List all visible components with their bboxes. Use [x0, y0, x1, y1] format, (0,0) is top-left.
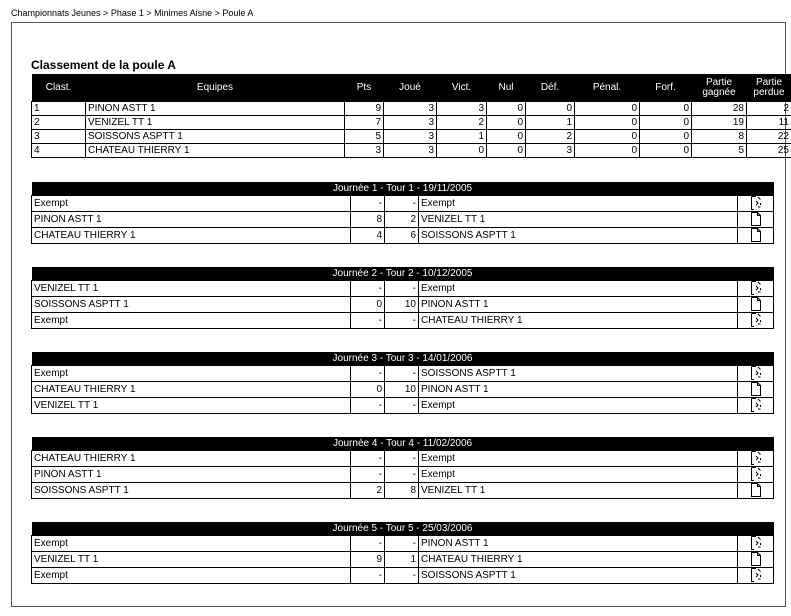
match-home-score: -	[351, 366, 385, 382]
ranking-row	[32, 144, 791, 158]
match-row	[32, 228, 774, 244]
ranking-cell-lost: 2	[747, 102, 791, 116]
ranking-cell-lost: 11	[747, 116, 791, 130]
ranking-cell-forfeits: 0	[640, 130, 692, 144]
match-home-score: 2	[351, 483, 385, 499]
ranking-row	[32, 102, 791, 116]
match-sheet-link[interactable]	[738, 536, 774, 552]
journee-table	[31, 352, 774, 414]
ranking-cell-pts: 3	[345, 144, 384, 158]
match-away-team: PINON ASTT 1	[419, 382, 738, 398]
doc-icon	[750, 299, 762, 310]
ranking-cell-rank: 4	[32, 144, 86, 158]
match-home-team: VENIZEL TT 1	[32, 398, 351, 414]
ranking-cell-forfeits: 0	[640, 144, 692, 158]
ranking-cell-forfeits: 0	[640, 116, 692, 130]
match-row	[32, 483, 774, 499]
header-games-won: Partie gagnée	[692, 74, 747, 102]
match-home-team: Exempt	[32, 536, 351, 552]
ranking-cell-pts: 5	[345, 130, 384, 144]
ranking-cell-won: 8	[692, 130, 747, 144]
ranking-cell-played: 3	[384, 116, 437, 130]
match-home-team: Exempt	[32, 313, 351, 329]
header-wins: Vict.	[437, 74, 487, 102]
match-away-score: 10	[385, 382, 419, 398]
match-away-score: -	[385, 536, 419, 552]
match-sheet-link[interactable]	[738, 568, 774, 584]
broken-doc-icon	[750, 400, 762, 411]
match-row	[32, 297, 774, 313]
ranking-cell-lost: 25	[747, 144, 791, 158]
match-sheet-link[interactable]	[738, 281, 774, 297]
match-away-team: PINON ASTT 1	[419, 536, 738, 552]
ranking-cell-pts: 9	[345, 102, 384, 116]
match-row	[32, 467, 774, 483]
ranking-cell-team: VENIZEL TT 1	[86, 116, 345, 130]
header-draws: Nul	[487, 74, 526, 102]
ranking-cell-draws: 0	[487, 102, 526, 116]
match-home-score: -	[351, 281, 385, 297]
header-pts: Pts	[345, 74, 384, 102]
match-home-team: SOISSONS ASPTT 1	[32, 483, 351, 499]
match-home-team: Exempt	[32, 366, 351, 382]
match-home-score: -	[351, 536, 385, 552]
ranking-cell-penalties: 0	[575, 130, 640, 144]
ranking-row	[32, 130, 791, 144]
match-home-team: VENIZEL TT 1	[32, 281, 351, 297]
match-home-score: -	[351, 467, 385, 483]
journee-title: Journée 5 - Tour 5 - 25/03/2006	[32, 522, 774, 536]
match-away-team: Exempt	[419, 196, 738, 212]
match-row	[32, 382, 774, 398]
match-home-score: -	[351, 568, 385, 584]
match-home-score: 9	[351, 552, 385, 568]
match-away-score: -	[385, 451, 419, 467]
journee-title: Journée 1 - Tour 1 - 19/11/2005	[32, 182, 774, 196]
match-home-score: 0	[351, 382, 385, 398]
ranking-cell-penalties: 0	[575, 144, 640, 158]
ranking-cell-losses: 1	[526, 116, 575, 130]
match-away-team: VENIZEL TT 1	[419, 483, 738, 499]
broken-doc-icon	[750, 315, 762, 326]
match-away-score: 2	[385, 212, 419, 228]
broken-doc-icon	[750, 283, 762, 294]
ranking-cell-won: 5	[692, 144, 747, 158]
ranking-cell-rank: 1	[32, 102, 86, 116]
match-away-score: -	[385, 568, 419, 584]
ranking-cell-pts: 7	[345, 116, 384, 130]
match-away-score: -	[385, 281, 419, 297]
journee-table	[31, 522, 774, 584]
match-away-team: Exempt	[419, 281, 738, 297]
match-home-score: 4	[351, 228, 385, 244]
broken-doc-icon	[750, 538, 762, 549]
match-away-score: -	[385, 196, 419, 212]
match-away-team: SOISSONS ASPTT 1	[419, 228, 738, 244]
match-sheet-link[interactable]	[738, 467, 774, 483]
match-sheet-link[interactable]	[738, 382, 774, 398]
match-sheet-link[interactable]	[738, 483, 774, 499]
journee-title: Journée 2 - Tour 2 - 10/12/2005	[32, 267, 774, 281]
match-away-score: -	[385, 467, 419, 483]
ranking-cell-played: 3	[384, 144, 437, 158]
header-games-lost: Partie perdue	[747, 74, 791, 102]
broken-doc-icon	[750, 570, 762, 581]
match-away-score: 10	[385, 297, 419, 313]
match-away-score: 6	[385, 228, 419, 244]
match-sheet-link[interactable]	[738, 398, 774, 414]
match-sheet-link[interactable]	[738, 297, 774, 313]
header-played: Joué	[384, 74, 437, 102]
ranking-cell-wins: 1	[437, 130, 487, 144]
match-away-team: PINON ASTT 1	[419, 297, 738, 313]
journee-title: Journée 4 - Tour 4 - 11/02/2006	[32, 437, 774, 451]
match-row	[32, 398, 774, 414]
match-row	[32, 552, 774, 568]
ranking-cell-lost: 22	[747, 130, 791, 144]
match-row	[32, 536, 774, 552]
match-away-score: -	[385, 313, 419, 329]
match-sheet-link[interactable]	[738, 228, 774, 244]
match-away-score: 8	[385, 483, 419, 499]
match-home-team: SOISSONS ASPTT 1	[32, 297, 351, 313]
ranking-title: Classement de la poule A	[31, 58, 176, 72]
match-away-team: SOISSONS ASPTT 1	[419, 366, 738, 382]
match-row	[32, 212, 774, 228]
match-home-score: -	[351, 313, 385, 329]
match-home-score: -	[351, 451, 385, 467]
match-home-team: VENIZEL TT 1	[32, 552, 351, 568]
match-sheet-link[interactable]	[738, 451, 774, 467]
ranking-cell-draws: 0	[487, 116, 526, 130]
match-away-team: Exempt	[419, 451, 738, 467]
broken-doc-icon	[750, 368, 762, 379]
match-home-team: CHATEAU THIERRY 1	[32, 451, 351, 467]
match-sheet-link[interactable]	[738, 552, 774, 568]
match-home-team: PINON ASTT 1	[32, 212, 351, 228]
match-sheet-link[interactable]	[738, 313, 774, 329]
ranking-cell-team: CHATEAU THIERRY 1	[86, 144, 345, 158]
ranking-table	[31, 74, 791, 158]
ranking-cell-losses: 2	[526, 130, 575, 144]
ranking-row	[32, 116, 791, 130]
header-team: Equipes	[86, 74, 345, 102]
match-home-score: 0	[351, 297, 385, 313]
ranking-cell-rank: 2	[32, 116, 86, 130]
journee-title: Journée 3 - Tour 3 - 14/01/2006	[32, 352, 774, 366]
ranking-cell-rank: 3	[32, 130, 86, 144]
ranking-cell-wins: 2	[437, 116, 487, 130]
header-forfeits: Forf.	[640, 74, 692, 102]
journee-table	[31, 267, 774, 329]
match-away-team: Exempt	[419, 398, 738, 414]
ranking-cell-wins: 3	[437, 102, 487, 116]
ranking-cell-losses: 0	[526, 102, 575, 116]
match-sheet-link[interactable]	[738, 212, 774, 228]
match-sheet-link[interactable]	[738, 196, 774, 212]
match-away-score: 1	[385, 552, 419, 568]
ranking-cell-won: 28	[692, 102, 747, 116]
ranking-cell-penalties: 0	[575, 102, 640, 116]
match-home-team: Exempt	[32, 568, 351, 584]
broken-doc-icon	[750, 453, 762, 464]
ranking-cell-draws: 0	[487, 144, 526, 158]
doc-icon	[750, 384, 762, 395]
journee-table	[31, 182, 774, 244]
breadcrumb: Championnats Jeunes > Phase 1 > Minimes Aisne > Poule A	[11, 8, 254, 18]
match-row	[32, 196, 774, 212]
match-row	[32, 568, 774, 584]
match-away-team: Exempt	[419, 467, 738, 483]
match-home-score: -	[351, 398, 385, 414]
ranking-cell-won: 19	[692, 116, 747, 130]
match-away-team: VENIZEL TT 1	[419, 212, 738, 228]
match-home-team: CHATEAU THIERRY 1	[32, 228, 351, 244]
match-home-score: 8	[351, 212, 385, 228]
doc-icon	[750, 554, 762, 565]
ranking-cell-played: 3	[384, 130, 437, 144]
match-away-team: CHATEAU THIERRY 1	[419, 552, 738, 568]
match-home-team: Exempt	[32, 196, 351, 212]
doc-icon	[750, 485, 762, 496]
match-row	[32, 366, 774, 382]
match-away-score: -	[385, 398, 419, 414]
ranking-cell-losses: 3	[526, 144, 575, 158]
ranking-cell-wins: 0	[437, 144, 487, 158]
broken-doc-icon	[750, 198, 762, 209]
ranking-cell-penalties: 0	[575, 116, 640, 130]
header-losses: Déf.	[526, 74, 575, 102]
ranking-cell-forfeits: 0	[640, 102, 692, 116]
match-home-team: PINON ASTT 1	[32, 467, 351, 483]
header-penalties: Pénal.	[575, 74, 640, 102]
journee-table	[31, 437, 774, 499]
match-home-score: -	[351, 196, 385, 212]
match-row	[32, 451, 774, 467]
match-home-team: CHATEAU THIERRY 1	[32, 382, 351, 398]
match-away-team: CHATEAU THIERRY 1	[419, 313, 738, 329]
match-away-team: SOISSONS ASPTT 1	[419, 568, 738, 584]
match-sheet-link[interactable]	[738, 366, 774, 382]
header-rank: Clast.	[32, 74, 86, 102]
ranking-cell-team: PINON ASTT 1	[86, 102, 345, 116]
match-row	[32, 281, 774, 297]
ranking-cell-played: 3	[384, 102, 437, 116]
ranking-cell-team: SOISSONS ASPTT 1	[86, 130, 345, 144]
match-row	[32, 313, 774, 329]
doc-icon	[750, 230, 762, 241]
match-away-score: -	[385, 366, 419, 382]
doc-icon	[750, 214, 762, 225]
ranking-cell-draws: 0	[487, 130, 526, 144]
broken-doc-icon	[750, 469, 762, 480]
